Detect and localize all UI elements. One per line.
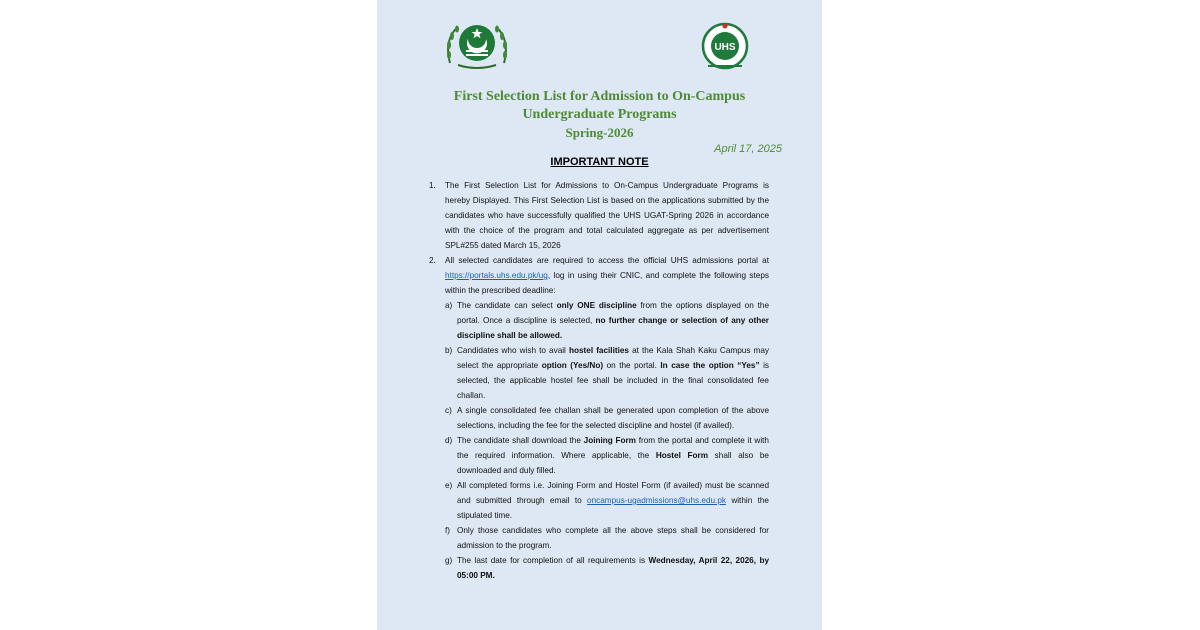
- subitem-bold: In case the option “Yes”: [660, 361, 760, 370]
- item-number: 2.: [429, 256, 436, 265]
- subitem-b: [445, 343, 769, 403]
- page-title-line-2: Undergraduate Programs: [522, 107, 677, 122]
- subitem-text: on the portal.: [603, 361, 661, 370]
- uhs-logo: [700, 22, 750, 72]
- subitem-bold: no further change or selection of any other discipline shall be allowed.: [457, 316, 769, 340]
- subitem-g: [445, 553, 769, 583]
- portal-link[interactable]: https://portals.uhs.edu.pk/ug: [445, 271, 548, 280]
- subitem-text: A single consolidated fee challan shall be generated upon completion of the above selections, including the fee for the selected discipline and hostel (if availed).: [457, 406, 769, 430]
- subitem-letter: f): [445, 526, 451, 535]
- list-item-2: [429, 253, 769, 298]
- uhs-logo-text: UHS: [714, 42, 736, 53]
- subitem-letter: c): [445, 406, 452, 415]
- subitem-bold: Joining Form: [583, 436, 636, 445]
- list-item-1: [429, 178, 769, 253]
- item-text: All selected candidates are required to access the official UHS admissions portal at: [445, 256, 769, 265]
- subitem-bold: Wednesday, April 22, 2026, by 05:00 PM.: [457, 556, 769, 580]
- subitem-letter: b): [445, 346, 453, 355]
- subitem-c: [445, 403, 769, 433]
- subitem-text: from the portal and complete it with the required information. Where applicable, the: [457, 436, 769, 460]
- subitem-d: [445, 433, 769, 478]
- subitem-text: at the Kala Shah Kaku Campus may select the appropriate: [457, 346, 769, 370]
- subitem-letter: g): [445, 556, 453, 565]
- subitem-e: [445, 478, 769, 523]
- item-text: , log in using their CNIC, and complete the following steps within the prescribed deadline:: [445, 271, 769, 295]
- subitem-bold: only ONE discipline: [556, 301, 637, 310]
- subitem-text: from the options displayed on the portal. Once a discipline is selected,: [457, 301, 769, 325]
- subitem-a: [445, 298, 769, 343]
- subitem-text: Candidates who wish to avail: [457, 346, 569, 355]
- document-page: [377, 0, 822, 630]
- important-note-heading: IMPORTANT NOTE: [550, 156, 649, 168]
- subitem-text: All completed forms i.e. Joining Form and Hostel Form (if availed) must be scanned and submitted through email to: [457, 481, 769, 505]
- subitem-text: The candidate can select: [457, 301, 557, 310]
- subitem-text: shall also be downloaded and duly filled.: [457, 451, 769, 475]
- email-link[interactable]: oncampus-ugadmissions@uhs.edu.pk: [587, 496, 726, 505]
- subitem-bold: hostel facilities: [568, 346, 629, 355]
- subitem-text: is selected, the applicable hostel fee shall be included in the final consolidated fee challan.: [457, 361, 770, 400]
- subitem-f: [445, 523, 769, 553]
- subitem-letter: a): [445, 301, 453, 310]
- notice-body: [429, 178, 769, 583]
- subitem-letter: e): [445, 481, 453, 490]
- page-title-line-1: First Selection List for Admission to On-Campus: [453, 89, 746, 104]
- subitem-text: Only those candidates who complete all the above steps shall be considered for admission to the program.: [457, 526, 769, 550]
- subitem-text: The last date for completion of all requirements is: [457, 556, 649, 565]
- subitem-text: The candidate shall download the: [457, 436, 584, 445]
- notice-date: April 17, 2025: [714, 143, 782, 155]
- item-text: The First Selection List for Admissions to On-Campus Undergraduate Programs is hereby Displayed. This First Selection List is based on the applications submitted by the candidates who have successfully qualified the UHS UGAT-Spring 2026 in accordance with the choice of the program and total calculated aggregate as per advertisement SPL#255 dated March 15, 2026: [445, 181, 769, 250]
- subitem-text: within the stipulated time.: [457, 496, 769, 520]
- subitem-bold: Hostel Form: [655, 451, 709, 460]
- subitem-letter: d): [445, 436, 453, 445]
- subitem-bold: option (Yes/No): [541, 361, 604, 370]
- item-number: 1.: [429, 181, 436, 190]
- punjab-government-logo: [444, 19, 510, 71]
- page-title-line-3: Spring-2026: [565, 125, 634, 140]
